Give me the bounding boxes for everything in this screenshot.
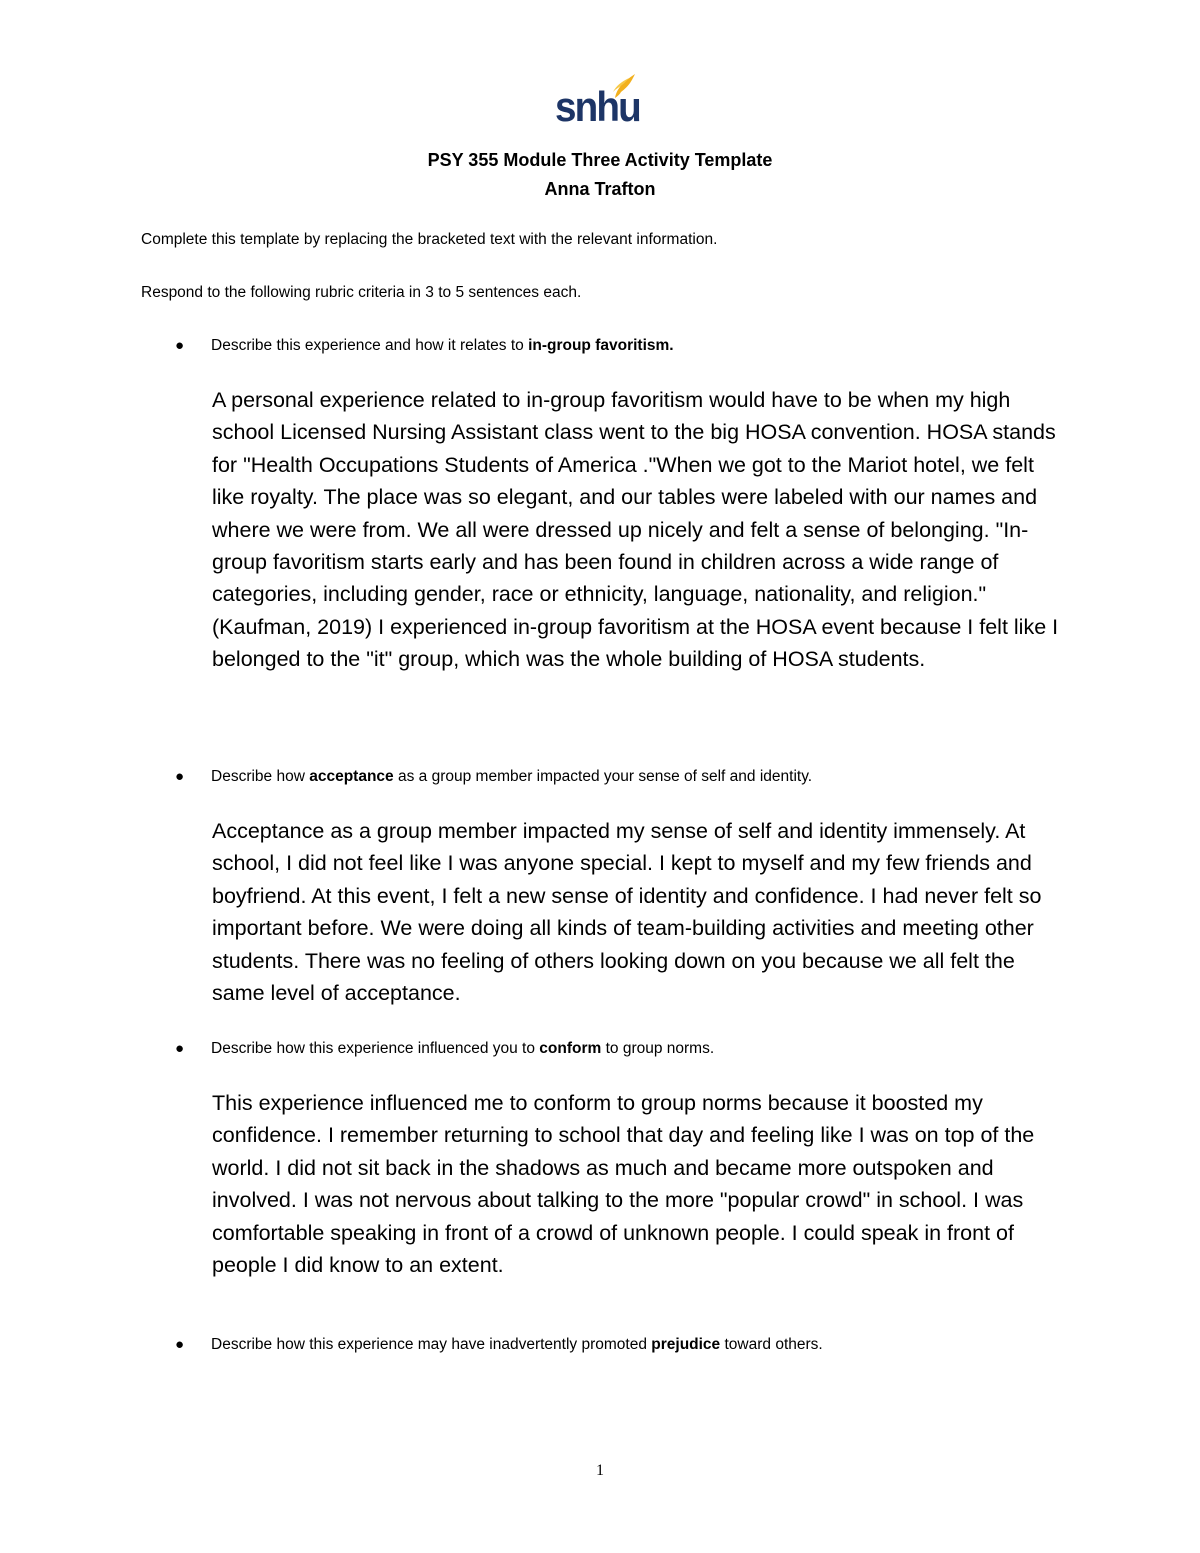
bullet-icon: ● <box>175 337 185 354</box>
bullet-icon: ● <box>175 768 185 785</box>
author-name: Anna Trafton <box>544 179 656 199</box>
answer-paragraph: Acceptance as a group member impacted my sense of self and identity immensely. At school, I did not feel like I was anyone special. I kept to myself and my few friends and boyfriend. At this event, I felt a new sense of identity and confidence. I had never felt so important before. We were doing all kinds of team-building activities and meeting other students. There was no feeling of others looking down on you because we all felt the same level of acceptance. <box>212 819 1042 1006</box>
bullet-icon: ● <box>175 1040 185 1057</box>
logo-text: snhu <box>555 83 640 130</box>
prompt-text: Describe how acceptance as a group member impacted your sense of self and identity. <box>211 768 813 785</box>
instructions-line: Respond to the following rubric criteria in 3 to 5 sentences each. <box>141 284 582 301</box>
prompt-text: Describe this experience and how it relates to in-group favoritism. <box>211 337 674 354</box>
answer-paragraph: A personal experience related to in-group favoritism would have to be when my high school Licensed Nursing Assistant class went to the big HOSA convention. HOSA stands for "Health Occupations Students of America ."When we got to the Mariot hotel, we felt like royalty. The place was so elegant, and our tables were labeled with our names and where we were from. We all were dressed up nicely and felt a sense of belonging. "In-group favoritism starts early and has been found in children across a wide range of categories, including gender, race or ethnicity, language, nationality, and religion." (Kaufman, 2019) I experienced in-group favoritism at the HOSA event because I felt like I belonged to the "it" group, which was the whole building of HOSA students. <box>212 388 1059 672</box>
snhu-logo <box>553 72 639 132</box>
prompt-text: Describe how this experience may have inadvertently promoted prejudice toward others. <box>211 1336 823 1353</box>
instructions-line: Complete this template by replacing the bracketed text with the relevant information. <box>141 231 718 248</box>
prompt-text: Describe how this experience influenced you to conform to group norms. <box>211 1040 715 1057</box>
answer-paragraph: This experience influenced me to conform to group norms because it boosted my confidence. I remember returning to school that day and feeling like I was on top of the world. I did not sit back in the shadows as much and became more outspoken and involved. I was not nervous about talking to the more "popular crowd" in school. I was comfortable speaking in front of a crowd of unknown people. I could speak in front of people I did know to an extent. <box>212 1091 1035 1278</box>
document-title: PSY 355 Module Three Activity Template <box>427 150 773 170</box>
bullet-icon: ● <box>175 1336 185 1353</box>
page-number: 1 <box>596 1462 604 1479</box>
document-header <box>0 146 1200 204</box>
